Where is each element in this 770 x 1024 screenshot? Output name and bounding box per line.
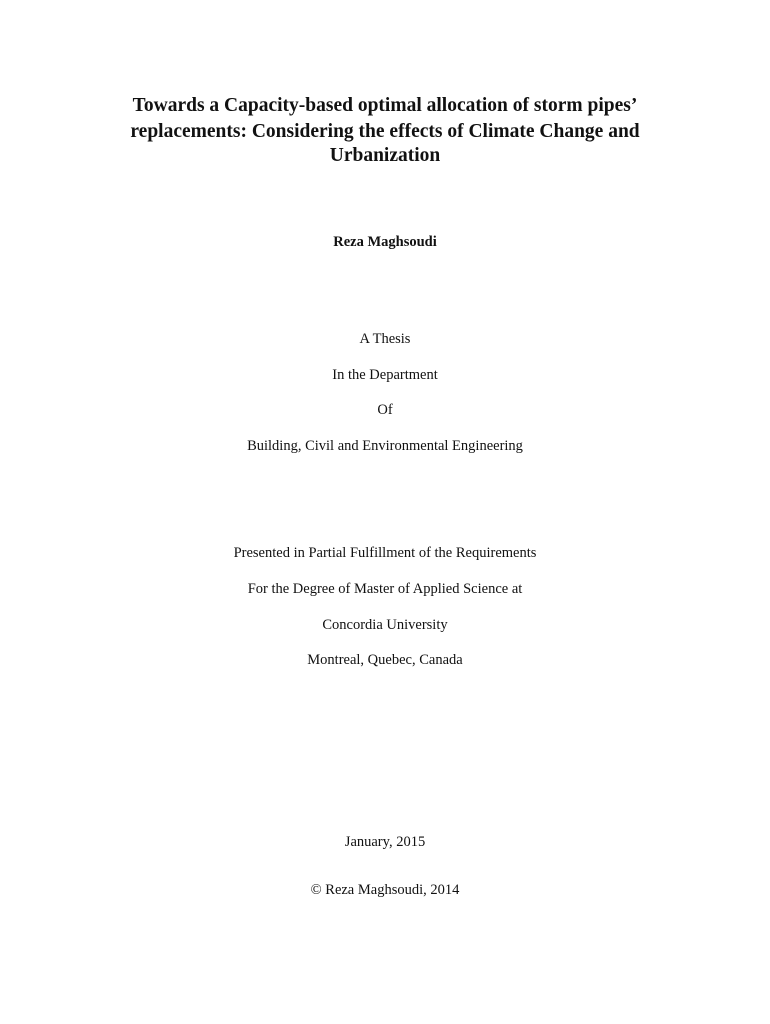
thesis-line-2: In the Department xyxy=(332,367,438,383)
title-line-1: Towards a Capacity-based optimal allocation of storm pipes’ xyxy=(132,95,638,116)
submission-date: January, 2015 xyxy=(344,834,426,850)
thesis-line-4: Building, Civil and Environmental Engineering xyxy=(247,438,523,454)
title-line-3: Urbanization xyxy=(329,145,441,166)
copyright-notice: © Reza Maghsoudi, 2014 xyxy=(310,882,460,898)
degree-line-4: Montreal, Quebec, Canada xyxy=(307,652,463,668)
degree-line-1: Presented in Partial Fulfillment of the Requirements xyxy=(233,545,537,561)
thesis-line-1: A Thesis xyxy=(359,331,411,347)
author-name: Reza Maghsoudi xyxy=(333,234,437,250)
title-line-2: replacements: Considering the effects of Climate Change and xyxy=(130,121,640,142)
thesis-line-3: Of xyxy=(377,402,393,418)
degree-line-3: Concordia University xyxy=(322,617,448,633)
degree-line-2: For the Degree of Master of Applied Science at xyxy=(247,581,523,597)
